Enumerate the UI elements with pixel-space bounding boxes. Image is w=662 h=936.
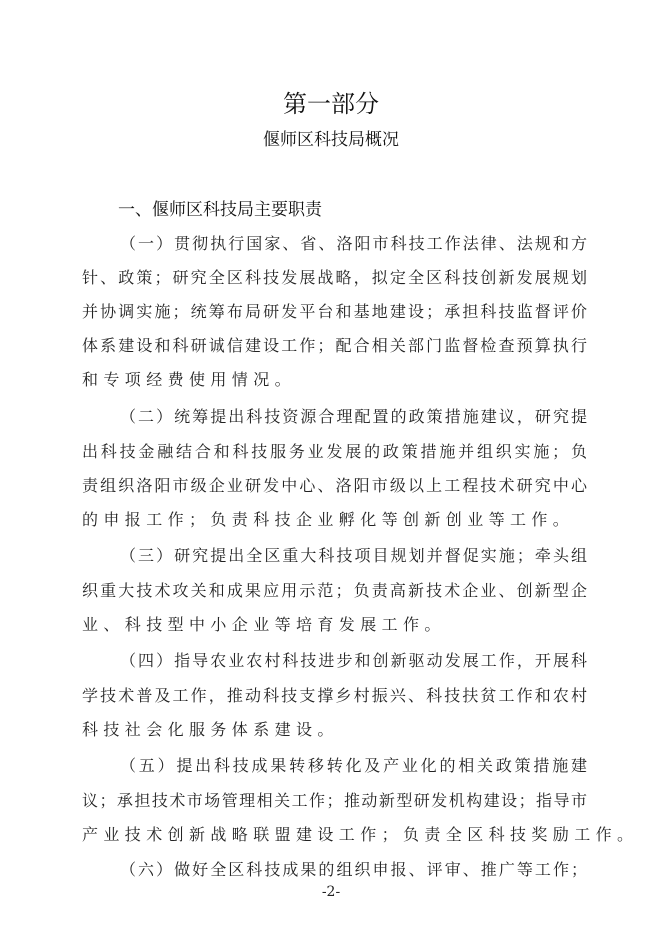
- paragraph-1-line: （一）贯彻执行国家、省、洛阳市科技工作法律、法规和方: [120, 234, 587, 253]
- paragraph-5-line: 议；承担技术市场管理相关工作；推动新型研发机构建设；指导市: [82, 791, 587, 810]
- paragraph-1-line: 并协调实施；统筹布局研发平台和基地建设；承担科技监督评价: [82, 302, 587, 321]
- page-number: -2-: [321, 884, 341, 900]
- paragraph-4-line: 学技术普及工作，推动科技支撑乡村振兴、科技扶贫工作和农村: [82, 686, 587, 705]
- paragraph-3-line: （三）研究提出全区重大科技项目规划并督促实施；牵头组: [120, 546, 587, 565]
- paragraph-2-line: 的申报工作；负责科技企业孵化等创新创业等工作。: [82, 510, 575, 529]
- part-title: 第一部分: [283, 90, 379, 118]
- paragraph-2-line: 责组织洛阳市级企业研发中心、洛阳市级以上工程技术研究中心: [82, 476, 587, 495]
- paragraph-1-line: 体系建设和科研诚信建设工作；配合相关部门监督检查预算执行: [82, 336, 587, 355]
- paragraph-2-line: （二）统筹提出科技资源合理配置的政策措施建议，研究提: [120, 407, 587, 426]
- paragraph-5-line: （五）提出科技成果转移转化及产业化的相关政策措施建: [120, 756, 587, 775]
- paragraph-1-line: 和专项经费使用情况。: [82, 370, 297, 389]
- paragraph-6-line: （六）做好全区科技成果的组织申报、评审、推广等工作；: [120, 860, 587, 879]
- paragraph-2-line: 出科技金融结合和科技服务业发展的政策措施并组织实施；负: [82, 442, 587, 461]
- paragraph-4-line: （四）指导农业农村科技进步和创新驱动发展工作，开展科: [120, 651, 587, 670]
- paragraph-3-line: 织重大技术攻关和成果应用示范；负责高新技术企业、创新型企: [82, 581, 587, 600]
- paragraph-1-line: 针、政策；研究全区科技发展战略，拟定全区科技创新发展规划: [82, 268, 587, 287]
- paragraph-4-line: 科技社会化服务体系建设。: [82, 720, 339, 739]
- paragraph-3-line: 业、科技型中小企业等培育发展工作。: [82, 615, 446, 634]
- document-subtitle: 偃师区科技局概况: [263, 130, 399, 150]
- paragraph-5-line: 产业技术创新战略联盟建设工作；负责全区科技奖励工作。: [82, 825, 639, 844]
- section-heading: 一、偃师区科技局主要职责: [118, 200, 322, 220]
